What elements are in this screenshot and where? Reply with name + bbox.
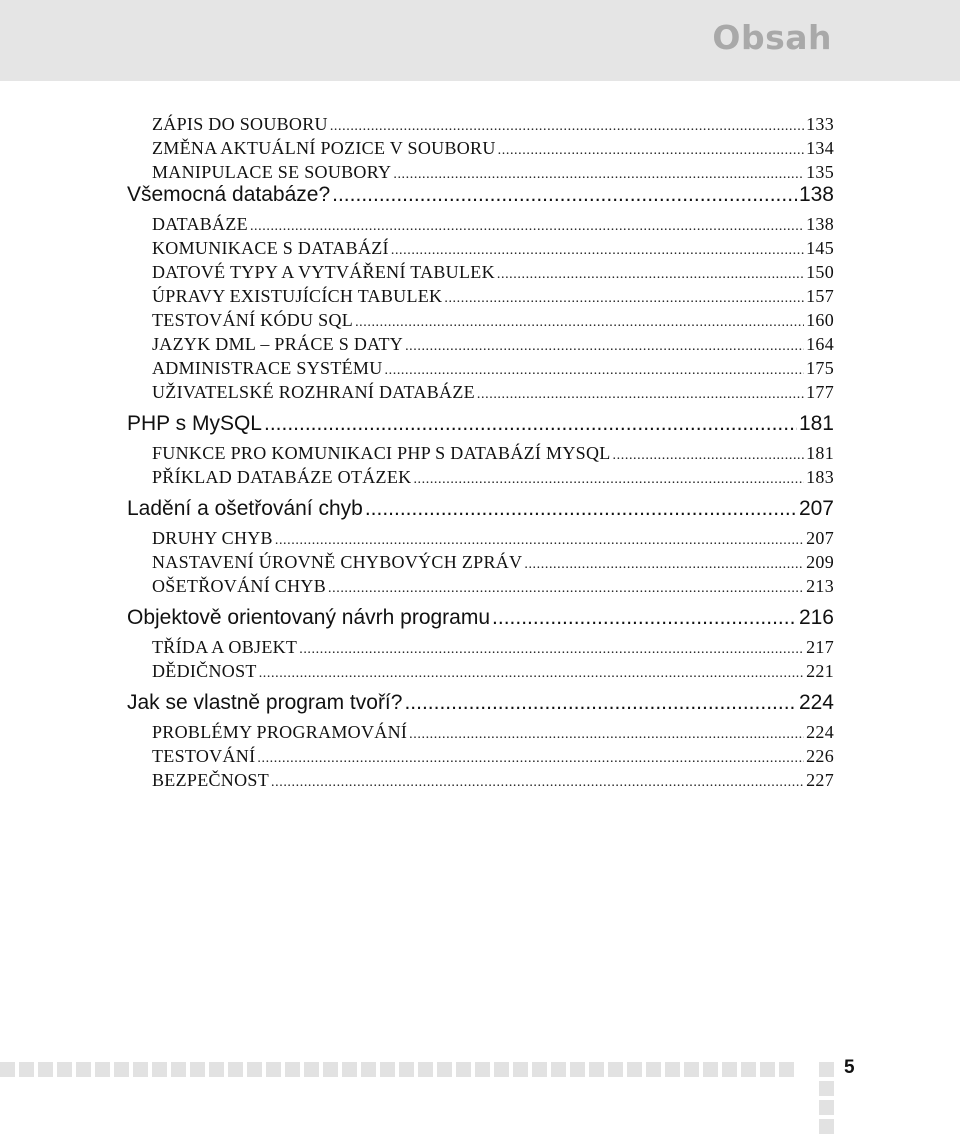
toc-chapter-entry: [127, 491, 834, 526]
toc-section-entry: [127, 659, 834, 683]
section-title: TESTOVÁNÍ: [152, 746, 256, 766]
decorative-square: [0, 1062, 15, 1077]
decorative-square: [779, 1062, 794, 1077]
page-ref: 138: [798, 183, 834, 206]
decorative-square: [684, 1062, 699, 1077]
decorative-square: [494, 1062, 509, 1077]
section-title: DĚDIČNOST: [152, 661, 257, 681]
page-ref: 164: [806, 334, 834, 354]
decorative-square: [57, 1062, 72, 1077]
toc-section-entry: [127, 441, 834, 465]
toc-chapter-entry: [127, 406, 834, 441]
decorative-square: [418, 1062, 433, 1077]
decorative-square: [342, 1062, 357, 1077]
dot-leader: [498, 136, 804, 160]
decorative-square: [114, 1062, 129, 1077]
toc-section-entry: [127, 380, 834, 404]
dot-leader: [332, 177, 797, 212]
decorative-square: [247, 1062, 262, 1077]
chapter-title: Objektově orientovaný návrh programu: [127, 606, 491, 629]
dot-leader: [444, 284, 804, 308]
dot-leader: [413, 465, 804, 489]
section-title: ADMINISTRACE SYSTÉMU: [152, 358, 383, 378]
decorative-square: [741, 1062, 756, 1077]
page-ref: 177: [806, 382, 834, 402]
dot-leader: [409, 720, 804, 744]
decorative-square: [399, 1062, 414, 1077]
page-ref: 227: [806, 770, 834, 790]
toc-section-entry: [127, 212, 834, 236]
decorative-square: [532, 1062, 547, 1077]
dot-leader: [492, 600, 797, 635]
dot-leader: [391, 236, 804, 260]
section-title: ZMĚNA AKTUÁLNÍ POZICE V SOUBORU: [152, 138, 496, 158]
dot-leader: [299, 635, 804, 659]
page-ref: 224: [798, 691, 834, 714]
page-ref: 226: [806, 746, 834, 766]
section-title: TESTOVÁNÍ KÓDU SQL: [152, 310, 354, 330]
decorative-square: [551, 1062, 566, 1077]
decorative-square: [819, 1119, 834, 1134]
decorative-square: [589, 1062, 604, 1077]
decorative-square: [665, 1062, 680, 1077]
page-ref: 181: [798, 412, 834, 435]
toc-section-entry: [127, 768, 834, 792]
decorative-square: [323, 1062, 338, 1077]
decorative-square: [570, 1062, 585, 1077]
toc-section-entry: [127, 356, 834, 380]
section-title: UŽIVATELSKÉ ROZHRANÍ DATABÁZE: [152, 382, 475, 402]
dot-leader: [330, 112, 804, 136]
page-ref: 217: [806, 637, 834, 657]
toc-section-entry: [127, 236, 834, 260]
toc-chapter-entry: [127, 600, 834, 635]
page-ref: 221: [806, 661, 834, 681]
decorative-square: [819, 1062, 834, 1077]
decorative-square: [95, 1062, 110, 1077]
section-title: PROBLÉMY PROGRAMOVÁNÍ: [152, 722, 408, 742]
dot-leader: [259, 659, 804, 683]
page-header: [0, 0, 960, 81]
toc-section-entry: [127, 744, 834, 768]
decorative-square: [171, 1062, 186, 1077]
dot-leader: [257, 744, 804, 768]
toc-section-entry: [127, 284, 834, 308]
decorative-square: [627, 1062, 642, 1077]
page-ref: 160: [806, 310, 834, 330]
toc-section-entry: [127, 308, 834, 332]
chapter-title: Jak se vlastně program tvoří?: [127, 691, 403, 714]
section-title: BEZPEČNOST: [152, 770, 270, 790]
toc-section-entry: [127, 136, 834, 160]
dot-leader: [250, 212, 804, 236]
decorative-square: [646, 1062, 661, 1077]
dot-leader: [404, 685, 797, 720]
decorative-square: [285, 1062, 300, 1077]
toc-section-entry: [127, 720, 834, 744]
page-ref: 133: [806, 114, 834, 134]
section-title: MANIPULACE SE SOUBORY: [152, 162, 392, 182]
section-title: OŠETŘOVÁNÍ CHYB: [152, 576, 327, 596]
toc-section-entry: [127, 574, 834, 598]
toc-section-entry: [127, 550, 834, 574]
dot-leader: [613, 441, 805, 465]
section-title: ZÁPIS DO SOUBORU: [152, 114, 328, 134]
dot-leader: [328, 574, 804, 598]
dot-leader: [264, 406, 797, 441]
section-title: FUNKCE PRO KOMUNIKACI PHP S DATABÁZÍ MYSQL: [152, 443, 611, 463]
table-of-contents: [127, 112, 834, 792]
decorative-square: [209, 1062, 224, 1077]
decorative-square: [266, 1062, 281, 1077]
decorative-square: [513, 1062, 528, 1077]
section-title: DRUHY CHYB: [152, 528, 273, 548]
dot-leader: [405, 332, 804, 356]
toc-section-entry: [127, 332, 834, 356]
dot-leader: [271, 768, 804, 792]
dot-leader: [477, 380, 804, 404]
page-ref: 175: [806, 358, 834, 378]
decorative-square: [703, 1062, 718, 1077]
page-ref: 145: [806, 238, 834, 258]
toc-section-entry: [127, 260, 834, 284]
chapter-title: Všemocná databáze?: [127, 183, 331, 206]
decorative-square: [380, 1062, 395, 1077]
page-ref: 181: [806, 443, 834, 463]
page-ref: 150: [806, 262, 834, 282]
dot-leader: [365, 491, 797, 526]
decorative-square: [304, 1062, 319, 1077]
section-title: PŘÍKLAD DATABÁZE OTÁZEK: [152, 467, 412, 487]
decorative-square: [133, 1062, 148, 1077]
section-title: JAZYK DML – PRÁCE S DATY: [152, 334, 404, 354]
page-ref: 216: [798, 606, 834, 629]
decorative-square: [722, 1062, 737, 1077]
section-title: KOMUNIKACE S DATABÁZÍ: [152, 238, 389, 258]
dot-leader: [355, 308, 804, 332]
toc-section-entry: [127, 635, 834, 659]
page-ref: 213: [806, 576, 834, 596]
decorative-square: [190, 1062, 205, 1077]
decorative-square: [228, 1062, 243, 1077]
section-title: DATOVÉ TYPY A VYTVÁŘENÍ TABULEK: [152, 262, 495, 282]
chapter-title: Ladění a ošetřování chyb: [127, 497, 363, 520]
decorative-square: [819, 1100, 834, 1115]
page-ref: 207: [798, 497, 834, 520]
decorative-square: [819, 1081, 834, 1096]
toc-chapter-entry: [127, 177, 834, 212]
decorative-square: [475, 1062, 490, 1077]
decorative-square: [760, 1062, 775, 1077]
dot-leader: [385, 356, 805, 380]
page-ref: 207: [806, 528, 834, 548]
page-number: 5: [844, 1057, 855, 1078]
decorative-square: [38, 1062, 53, 1077]
page-ref: 135: [806, 162, 834, 182]
footer-decoration: [0, 1062, 800, 1076]
decorative-square: [76, 1062, 91, 1077]
page-ref: 224: [806, 722, 834, 742]
section-title: ÚPRAVY EXISTUJÍCÍCH TABULEK: [152, 286, 443, 306]
section-title: TŘÍDA A OBJEKT: [152, 637, 298, 657]
decorative-square: [152, 1062, 167, 1077]
section-title: NASTAVENÍ ÚROVNĚ CHYBOVÝCH ZPRÁV: [152, 552, 523, 572]
chapter-title: PHP s MySQL: [127, 412, 262, 435]
page-ref: 138: [806, 214, 834, 234]
dot-leader: [524, 550, 804, 574]
toc-section-entry: [127, 112, 834, 136]
page-ref: 209: [806, 552, 834, 572]
dot-leader: [275, 526, 804, 550]
decorative-square: [437, 1062, 452, 1077]
section-title: DATABÁZE: [152, 214, 248, 234]
page-ref: 157: [806, 286, 834, 306]
toc-chapter-entry: [127, 685, 834, 720]
decorative-square: [361, 1062, 376, 1077]
page-ref: 134: [806, 138, 834, 158]
side-decoration: [819, 1062, 834, 1134]
toc-section-entry: [127, 465, 834, 489]
decorative-square: [19, 1062, 34, 1077]
decorative-square: [608, 1062, 623, 1077]
page-title: Obsah: [712, 18, 832, 57]
page-ref: 183: [806, 467, 834, 487]
toc-section-entry: [127, 526, 834, 550]
decorative-square: [456, 1062, 471, 1077]
dot-leader: [497, 260, 804, 284]
